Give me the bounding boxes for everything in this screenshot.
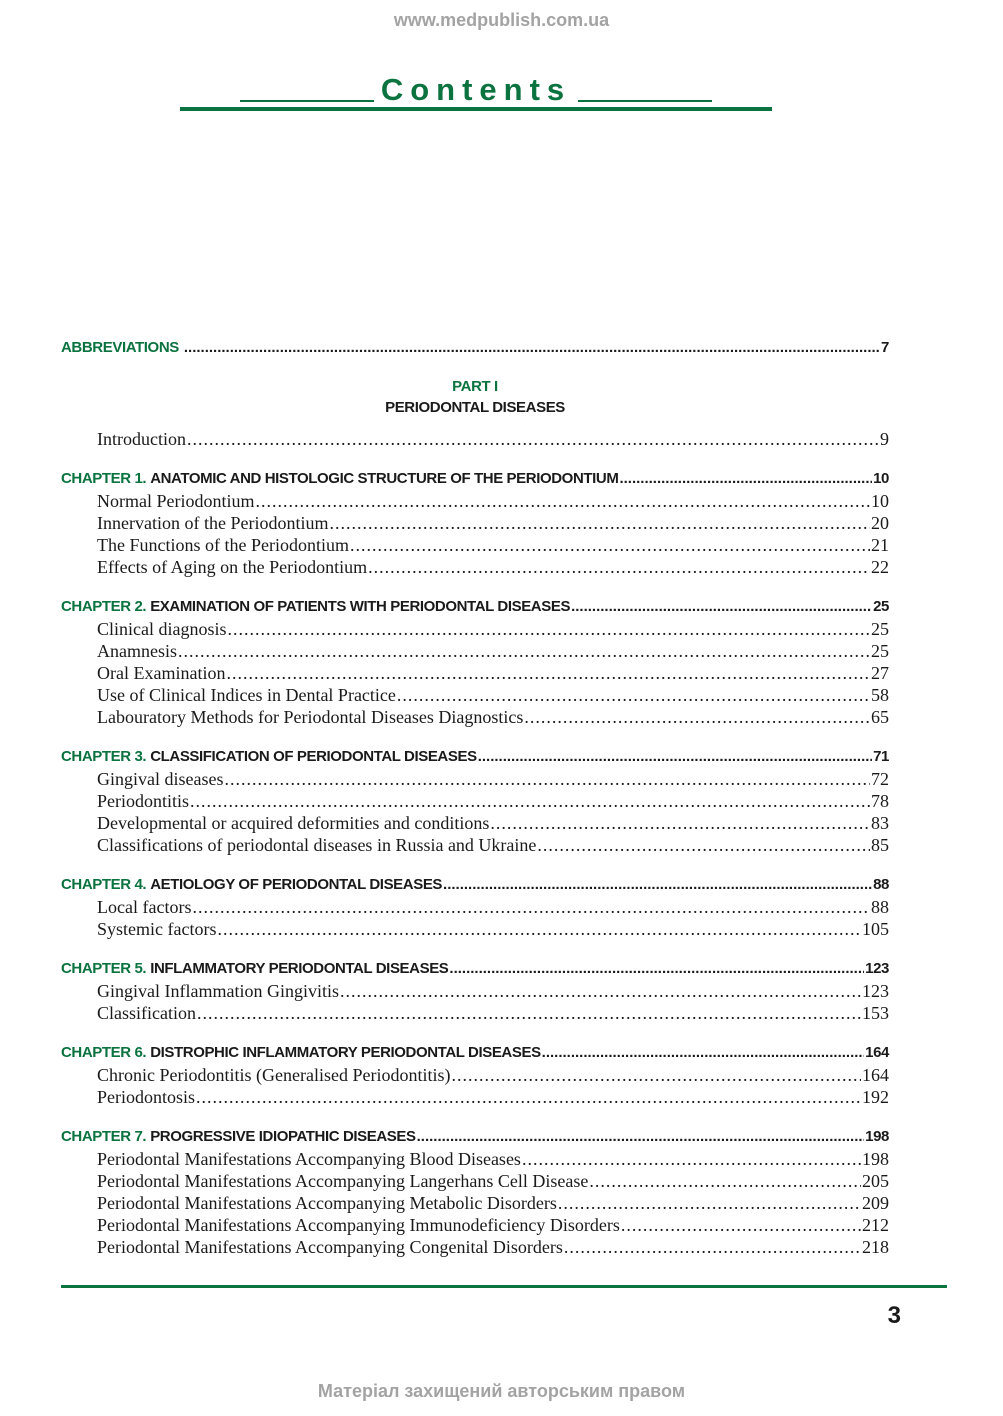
title-underline <box>180 107 772 111</box>
chapter-heading[interactable] <box>61 958 889 980</box>
chapter-heading[interactable] <box>61 1126 889 1148</box>
chapter-page: 10 <box>873 470 889 487</box>
toc-abbreviations[interactable] <box>61 337 889 359</box>
entry-text: Gingival Inflammation Gingivitis <box>97 981 339 1001</box>
toc-entry[interactable] <box>61 1064 889 1086</box>
entry-page: 192 <box>862 1087 889 1107</box>
chapter-title: CLASSIFICATION OF PERIODONTAL DISEASES <box>150 748 477 765</box>
entry-page: 65 <box>871 707 889 727</box>
chapter-label: CHAPTER 6. <box>61 1044 147 1061</box>
entry-text: Clinical diagnosis <box>97 619 227 639</box>
entry-page: 212 <box>862 1215 889 1235</box>
entry-text: Periodontal Manifestations Accompanying Congenital Disorders <box>97 1237 563 1257</box>
toc-entry[interactable] <box>61 768 889 790</box>
entry-page: 21 <box>871 535 889 555</box>
chapter-heading[interactable] <box>61 874 889 896</box>
entry-page: 78 <box>871 791 889 811</box>
toc-entry[interactable] <box>61 1236 889 1258</box>
toc-entry[interactable] <box>61 618 889 640</box>
entry-text: Use of Clinical Indices in Dental Practice <box>97 685 396 705</box>
chapter-heading[interactable] <box>61 746 889 768</box>
chapter-block <box>61 596 889 728</box>
part-label: PART I <box>452 378 498 395</box>
entry-page: 25 <box>871 619 889 639</box>
toc-introduction[interactable] <box>61 428 889 450</box>
dot-leader <box>542 1042 865 1064</box>
contents-heading <box>180 72 772 114</box>
entry-page: 83 <box>871 813 889 833</box>
entry-page: 10 <box>871 491 889 511</box>
dot-leader <box>192 896 870 918</box>
chapter-label: CHAPTER 1. <box>61 470 147 487</box>
part-title: PERIODONTAL DISEASES <box>385 399 565 416</box>
footer-rule <box>61 1285 947 1288</box>
chapter-page: 88 <box>873 876 889 893</box>
dot-leader <box>621 1214 861 1236</box>
chapter-title: PROGRESSIVE IDIOPATHIC DISEASES <box>150 1128 416 1145</box>
chapter-label: CHAPTER 4. <box>61 876 147 893</box>
dot-leader <box>368 556 870 578</box>
dot-leader <box>451 1064 861 1086</box>
entry-page: 218 <box>862 1237 889 1257</box>
entry-text: The Functions of the Periodontium <box>97 535 349 555</box>
entry-page: 198 <box>862 1149 889 1169</box>
entry-page: 72 <box>871 769 889 789</box>
entry-text: Anamnesis <box>97 641 177 661</box>
toc-entry[interactable] <box>61 490 889 512</box>
dot-leader <box>184 337 880 359</box>
dot-leader <box>524 706 870 728</box>
dot-leader <box>490 812 870 834</box>
entry-page: 164 <box>862 1065 889 1085</box>
dot-leader <box>197 1002 861 1024</box>
entry-page: 27 <box>871 663 889 683</box>
chapter-heading[interactable] <box>61 468 889 490</box>
toc-entry[interactable] <box>61 534 889 556</box>
chapter-block <box>61 468 889 578</box>
dot-leader <box>443 874 872 896</box>
dot-leader <box>187 428 879 450</box>
chapter-label: CHAPTER 3. <box>61 748 147 765</box>
dot-leader <box>478 746 872 768</box>
entry-text: Effects of Aging on the Periodontium <box>97 557 368 577</box>
chapter-title: DISTROPHIC INFLAMMATORY PERIODONTAL DISEASES <box>150 1044 541 1061</box>
toc-entry[interactable] <box>61 662 889 684</box>
introduction-page: 9 <box>880 429 889 449</box>
entry-text: Normal Periodontium <box>97 491 255 511</box>
dot-leader <box>255 490 870 512</box>
introduction-label: Introduction <box>97 429 186 449</box>
toc-entry[interactable] <box>61 512 889 534</box>
chapter-title: EXAMINATION OF PATIENTS WITH PERIODONTAL DISEASES <box>150 598 571 615</box>
toc-entry[interactable] <box>61 684 889 706</box>
dot-leader <box>589 1170 861 1192</box>
entry-text: Systemic factors <box>97 919 217 939</box>
entry-page: 209 <box>862 1193 889 1213</box>
dot-leader <box>522 1148 861 1170</box>
chapter-title: INFLAMMATORY PERIODONTAL DISEASES <box>150 960 449 977</box>
chapter-block <box>61 958 889 1024</box>
chapter-label: CHAPTER 2. <box>61 598 147 615</box>
toc-entry[interactable] <box>61 918 889 940</box>
entry-page: 25 <box>871 641 889 661</box>
dot-leader <box>449 958 864 980</box>
dot-leader <box>564 1236 861 1258</box>
toc-entry[interactable] <box>61 980 889 1002</box>
dot-leader <box>190 790 870 812</box>
chapter-list <box>61 468 889 1258</box>
chapter-title: AETIOLOGY OF PERIODONTAL DISEASES <box>150 876 443 893</box>
entry-text: Classifications of periodontal diseases in Russia and Ukraine <box>97 835 537 855</box>
table-of-contents <box>61 337 889 1258</box>
entry-page: 153 <box>862 1003 889 1023</box>
toc-entry[interactable] <box>61 790 889 812</box>
entry-page: 85 <box>871 835 889 855</box>
entry-page: 205 <box>862 1171 889 1191</box>
entry-text: Oral Examination <box>97 663 226 683</box>
dot-leader <box>228 618 871 640</box>
chapter-block <box>61 1042 889 1108</box>
entry-page: 20 <box>871 513 889 533</box>
abbreviations-label: ABBREVIATIONS <box>61 339 179 356</box>
dot-leader <box>329 512 870 534</box>
dot-leader <box>417 1126 865 1148</box>
chapter-page: 25 <box>873 598 889 615</box>
page-number: 3 <box>887 1302 901 1329</box>
entry-page: 105 <box>862 919 889 939</box>
part-heading <box>61 376 889 418</box>
abbreviations-page: 7 <box>881 339 889 356</box>
entry-page: 88 <box>871 897 889 917</box>
chapter-block <box>61 874 889 940</box>
toc-entry[interactable] <box>61 706 889 728</box>
entry-page: 22 <box>871 557 889 577</box>
entry-text: Gingival diseases <box>97 769 224 789</box>
toc-entry[interactable] <box>61 1002 889 1024</box>
entry-text: Periodontosis <box>97 1087 196 1107</box>
toc-entry[interactable] <box>61 1214 889 1236</box>
entry-text: Classification <box>97 1003 196 1023</box>
toc-entry[interactable] <box>61 1170 889 1192</box>
entry-page: 123 <box>862 981 889 1001</box>
chapter-label: CHAPTER 7. <box>61 1128 147 1145</box>
chapter-page: 123 <box>865 960 889 977</box>
page-title: Contents <box>380 72 572 107</box>
entry-text: Periodontitis <box>97 791 190 811</box>
dot-leader <box>571 596 872 618</box>
dot-leader <box>537 834 870 856</box>
entry-text: Local factors <box>97 897 192 917</box>
chapter-heading[interactable] <box>61 1042 889 1064</box>
dot-leader <box>340 980 861 1002</box>
dot-leader <box>558 1192 861 1214</box>
chapter-label: CHAPTER 5. <box>61 960 147 977</box>
dot-leader <box>350 534 870 556</box>
dot-leader <box>619 468 872 490</box>
copyright-notice: Матеріал захищений авторським правом <box>317 1381 686 1401</box>
chapter-page: 164 <box>865 1044 889 1061</box>
chapter-page: 198 <box>865 1128 889 1145</box>
dot-leader <box>196 1086 861 1108</box>
chapter-page: 71 <box>873 748 889 765</box>
entry-text: Chronic Periodontitis (Generalised Periodontitis) <box>97 1065 451 1085</box>
entry-text: Innervation of the Periodontium <box>97 513 329 533</box>
chapter-title: ANATOMIC AND HISTOLOGIC STRUCTURE OF THE PERIODONTIUM <box>150 470 619 487</box>
dot-leader <box>224 768 870 790</box>
dot-leader <box>397 684 870 706</box>
chapter-block <box>61 1126 889 1258</box>
toc-entry[interactable] <box>61 834 889 856</box>
entry-page: 58 <box>871 685 889 705</box>
entry-text: Periodontal Manifestations Accompanying Immunodeficiency Disorders <box>97 1215 620 1235</box>
toc-entry[interactable] <box>61 896 889 918</box>
toc-entry[interactable] <box>61 1148 889 1170</box>
dot-leader <box>226 662 870 684</box>
dot-leader <box>217 918 861 940</box>
entry-text: Periodontal Manifestations Accompanying Metabolic Disorders <box>97 1193 557 1213</box>
entry-text: Developmental or acquired deformities and conditions <box>97 813 490 833</box>
entry-text: Labouratory Methods for Periodontal Diseases Diagnostics <box>97 707 524 727</box>
toc-entry[interactable] <box>61 1192 889 1214</box>
site-url: www.medpublish.com.ua <box>393 10 610 30</box>
chapter-block <box>61 746 889 856</box>
entry-text: Periodontal Manifestations Accompanying Blood Diseases <box>97 1149 521 1169</box>
toc-entry[interactable] <box>61 1086 889 1108</box>
chapter-heading[interactable] <box>61 596 889 618</box>
toc-entry[interactable] <box>61 640 889 662</box>
dot-leader <box>178 640 870 662</box>
toc-entry[interactable] <box>61 556 889 578</box>
entry-text: Periodontal Manifestations Accompanying Langerhans Cell Disease <box>97 1171 589 1191</box>
toc-entry[interactable] <box>61 812 889 834</box>
